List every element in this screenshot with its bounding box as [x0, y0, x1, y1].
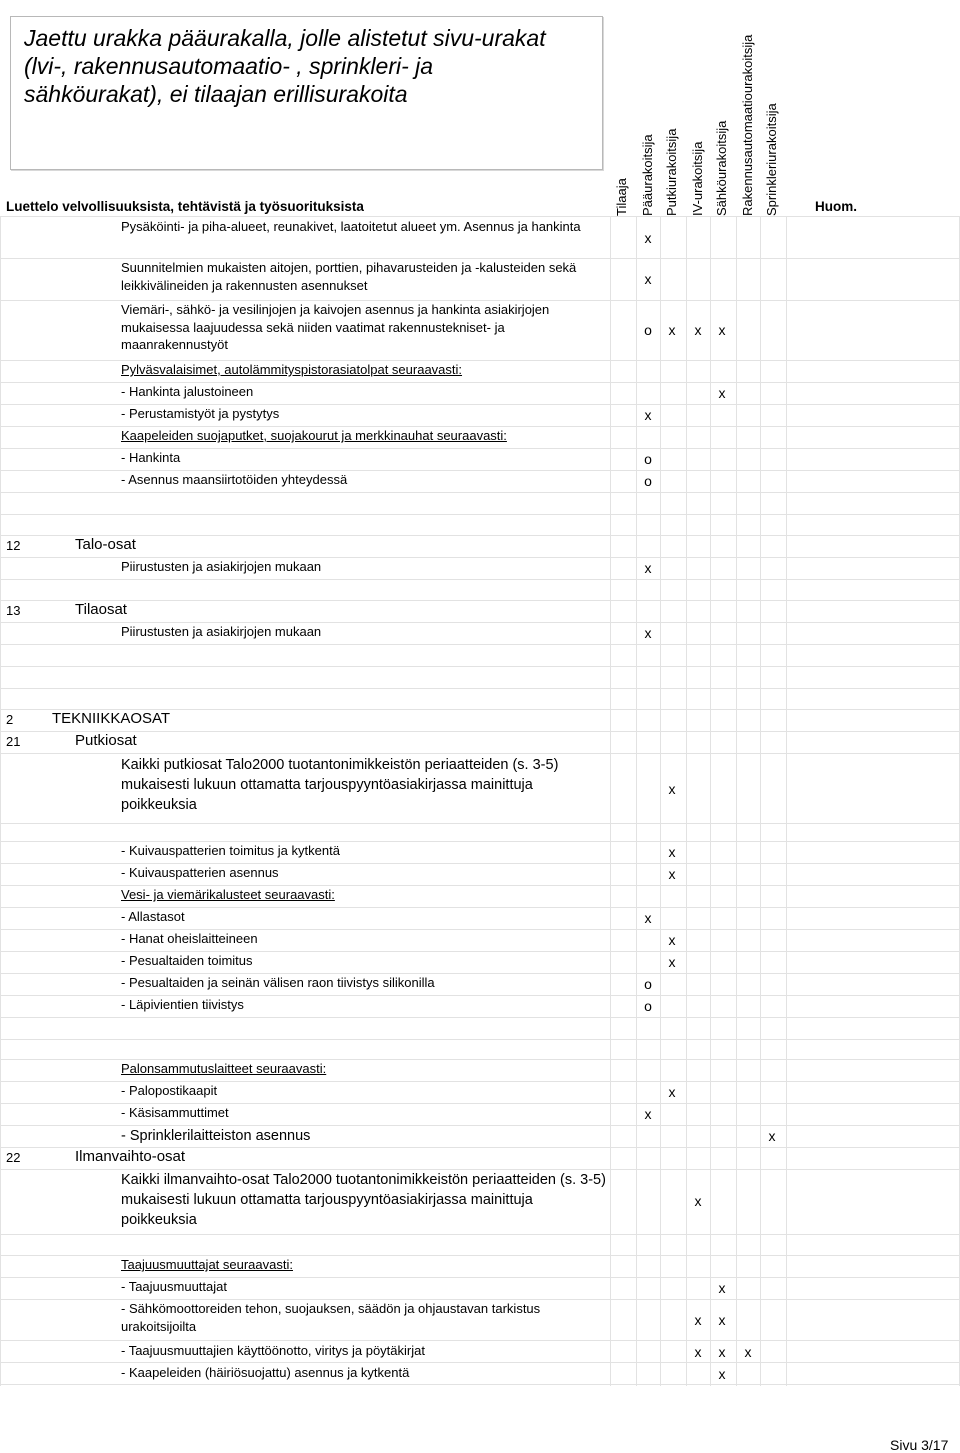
table-row	[0, 471, 960, 493]
responsibility-mark: x	[718, 1344, 726, 1360]
table-row	[0, 886, 960, 908]
grid-line	[0, 1039, 960, 1040]
section-title: Talo-osat	[75, 536, 136, 553]
table-row	[0, 1148, 960, 1170]
page-number: Sivu 3/17	[890, 1437, 949, 1453]
row-text: Suunnitelmien mukaisten aitojen, porttien, pihavarusteiden ja -kalusteiden sekä leikkivälineiden ja rakennusten asennukset	[121, 260, 577, 293]
column-header-iv-urakoitsija: IV-urakoitsija	[690, 141, 705, 216]
row-text: - Hankinta	[121, 450, 181, 465]
table-row	[0, 623, 960, 645]
title-line: Jaettu urakka pääurakalla, jolle alistetut sivu-urakat	[24, 25, 546, 51]
row-number: 22	[6, 1150, 21, 1165]
row-text: Pysäköinti- ja piha-alueet, reunakivet, laatoitetut alueet ym. Asennus ja hankinta	[121, 219, 581, 234]
row-number: 13	[6, 603, 21, 618]
table-row	[0, 558, 960, 580]
table-row	[0, 449, 960, 471]
responsibility-mark: x	[694, 1344, 702, 1360]
row-number: 2	[6, 712, 14, 727]
row-text: Viemäri-, sähkö- ja vesilinjojen ja kaivojen asennus ja hankinta asiakirjojen mukaisessa laajuudessa sekä niiden vaatimat rakennustekniset- ja maanrakennustyöt	[121, 302, 550, 352]
responsibility-mark: x	[644, 560, 652, 576]
table-row	[0, 361, 960, 383]
table-row	[0, 1278, 960, 1300]
table-row	[0, 996, 960, 1018]
responsibility-mark: x	[694, 1312, 702, 1328]
row-text: - Palopostikaapit	[121, 1083, 218, 1098]
table-row	[0, 1364, 960, 1386]
row-number: 21	[6, 734, 21, 749]
title-line: (lvi-, rakennusautomaatio- , sprinkleri- ja	[24, 53, 434, 79]
row-text: - Käsisammuttimet	[121, 1105, 229, 1120]
table-row	[0, 383, 960, 405]
responsibility-mark: x	[644, 910, 652, 926]
table-row	[0, 536, 960, 558]
grid-line	[0, 216, 960, 217]
responsibility-mark: x	[668, 781, 676, 797]
section-title: Ilmanvaihto-osat	[75, 1148, 186, 1165]
responsibility-mark: o	[644, 976, 652, 992]
grid-line	[0, 514, 960, 515]
table-row	[0, 427, 960, 449]
table-row	[0, 1082, 960, 1104]
responsibility-mark: x	[644, 271, 652, 287]
table-row	[0, 405, 960, 427]
column-header-putkiurakoitsija: Putkiurakoitsija	[664, 128, 679, 216]
responsibility-mark: x	[718, 1280, 726, 1296]
row-text: - Kuivauspatterien asennus	[121, 865, 279, 880]
responsibility-mark: x	[768, 1128, 776, 1144]
table-row	[0, 908, 960, 930]
row-text: - Sprinklerilaitteiston asennus	[121, 1128, 311, 1144]
responsibility-mark: o	[644, 451, 652, 467]
row-text: - Pesualtaiden toimitus	[121, 953, 253, 968]
responsibility-mark: x	[694, 1193, 702, 1209]
responsibility-mark: x	[718, 322, 726, 338]
section-title: Putkiosat	[75, 732, 137, 749]
row-text: Pylväsvalaisimet, autolämmityspistorasiatolpat seuraavasti:	[121, 362, 463, 377]
responsibility-mark: o	[644, 473, 652, 489]
responsibility-mark: x	[668, 866, 676, 882]
table-row	[0, 1300, 960, 1342]
row-text: Kaikki ilmanvaihto-osat Talo2000 tuotantonimikkeistön periaatteiden (s. 3-5) mukaisesti lukuun ottamatta tarjouspyyntöasiakirjassa mainittuja poikkeuksia	[121, 1172, 606, 1228]
document-title	[24, 24, 599, 108]
table-row	[0, 1342, 960, 1364]
table-row	[0, 218, 960, 259]
column-header-tilaaja: Tilaaja	[614, 178, 629, 216]
column-header-rakennusautomaatiourakoitsija: Rakennusautomaatiourakoitsija	[740, 34, 755, 216]
table-row	[0, 974, 960, 996]
row-number: 12	[6, 538, 21, 553]
row-text: - Hanat oheislaitteineen	[121, 931, 258, 946]
responsibility-mark: x	[644, 407, 652, 423]
table-row	[0, 1060, 960, 1082]
row-text: - Kuivauspatterien toimitus ja kytkentä	[121, 843, 340, 858]
row-text: - Asennus maansiirtotöiden yhteydessä	[121, 472, 348, 487]
table-row	[0, 930, 960, 952]
responsibility-mark: x	[718, 1312, 726, 1328]
row-text: - Taajuusmuuttajien käyttöönotto, viritys ja pöytäkirjat	[121, 1343, 425, 1358]
row-text: Piirustusten ja asiakirjojen mukaan	[121, 624, 322, 639]
row-text: Kaikki putkiosat Talo2000 tuotantonimikkeistön periaatteiden (s. 3-5) mukaisesti lukuun ottamatta tarjouspyyntöasiakirjassa mainittuja poikkeuksia	[121, 757, 559, 813]
row-text: - Pesualtaiden ja seinän välisen raon tiivistys silikonilla	[121, 975, 435, 990]
list-heading: Luettelo velvollisuuksista, tehtävistä ja työsuorituksista	[6, 199, 364, 214]
column-header-sähköurakoitsija: Sähköurakoitsija	[714, 120, 729, 216]
table-row	[0, 259, 960, 301]
row-text: Piirustusten ja asiakirjojen mukaan	[121, 559, 322, 574]
section-title: TEKNIIKKAOSAT	[52, 710, 171, 727]
responsibility-mark: x	[668, 932, 676, 948]
grid-line	[0, 666, 960, 667]
row-text: Taajuusmuuttajat seuraavasti:	[121, 1257, 293, 1272]
row-text: Vesi- ja viemärikalusteet seuraavasti:	[121, 887, 335, 902]
row-text: - Taajuusmuuttajat	[121, 1279, 227, 1294]
responsibility-mark: x	[744, 1344, 752, 1360]
table-row	[0, 1126, 960, 1148]
responsibility-mark: o	[644, 998, 652, 1014]
column-header-sprinkleriurakoitsija: Sprinkleriurakoitsija	[764, 103, 779, 216]
row-text: - Kaapeleiden (häiriösuojattu) asennus ja kytkentä	[121, 1365, 410, 1380]
responsibility-mark: x	[694, 322, 702, 338]
table-row	[0, 842, 960, 864]
section-title: Tilaosat	[75, 601, 127, 618]
row-text: Palonsammutuslaitteet seuraavasti:	[121, 1061, 327, 1076]
grid-line	[0, 688, 960, 689]
table-row	[0, 601, 960, 623]
row-text: - Allastasot	[121, 909, 185, 924]
table-row	[0, 952, 960, 974]
responsibility-mark: x	[668, 844, 676, 860]
responsibility-mark: x	[718, 1366, 726, 1382]
responsibility-mark: x	[668, 322, 676, 338]
responsibility-mark: x	[668, 954, 676, 970]
table-row	[0, 1256, 960, 1278]
table-row	[0, 710, 960, 732]
responsibility-mark: x	[644, 230, 652, 246]
responsibility-mark: x	[718, 385, 726, 401]
table-row	[0, 732, 960, 754]
table-row	[0, 755, 960, 825]
huom-column-header: Huom.	[815, 199, 857, 214]
responsibility-mark: x	[668, 1084, 676, 1100]
table-row	[0, 301, 960, 361]
responsibility-mark: o	[644, 322, 652, 338]
column-header-pääurakoitsija: Pääurakoitsija	[640, 134, 655, 216]
row-text: - Perustamistyöt ja pystytys	[121, 406, 280, 421]
responsibility-mark: x	[644, 625, 652, 641]
table-row	[0, 1104, 960, 1126]
row-text: Kaapeleiden suojaputket, suojakourut ja merkkinauhat seuraavasti:	[121, 428, 507, 443]
responsibility-mark: x	[644, 1106, 652, 1122]
title-line: sähköurakat), ei tilaajan erillisurakoita	[24, 81, 408, 107]
row-text: - Läpivientien tiivistys	[121, 997, 244, 1012]
table-row	[0, 1170, 960, 1234]
row-text: - Sähkömoottoreiden tehon, suojauksen, säädön ja ohjaustavan tarkistus urakoitsijoilta	[121, 1301, 541, 1334]
table-row	[0, 864, 960, 886]
row-text: - Hankinta jalustoineen	[121, 384, 254, 399]
grid-line	[0, 1234, 960, 1235]
